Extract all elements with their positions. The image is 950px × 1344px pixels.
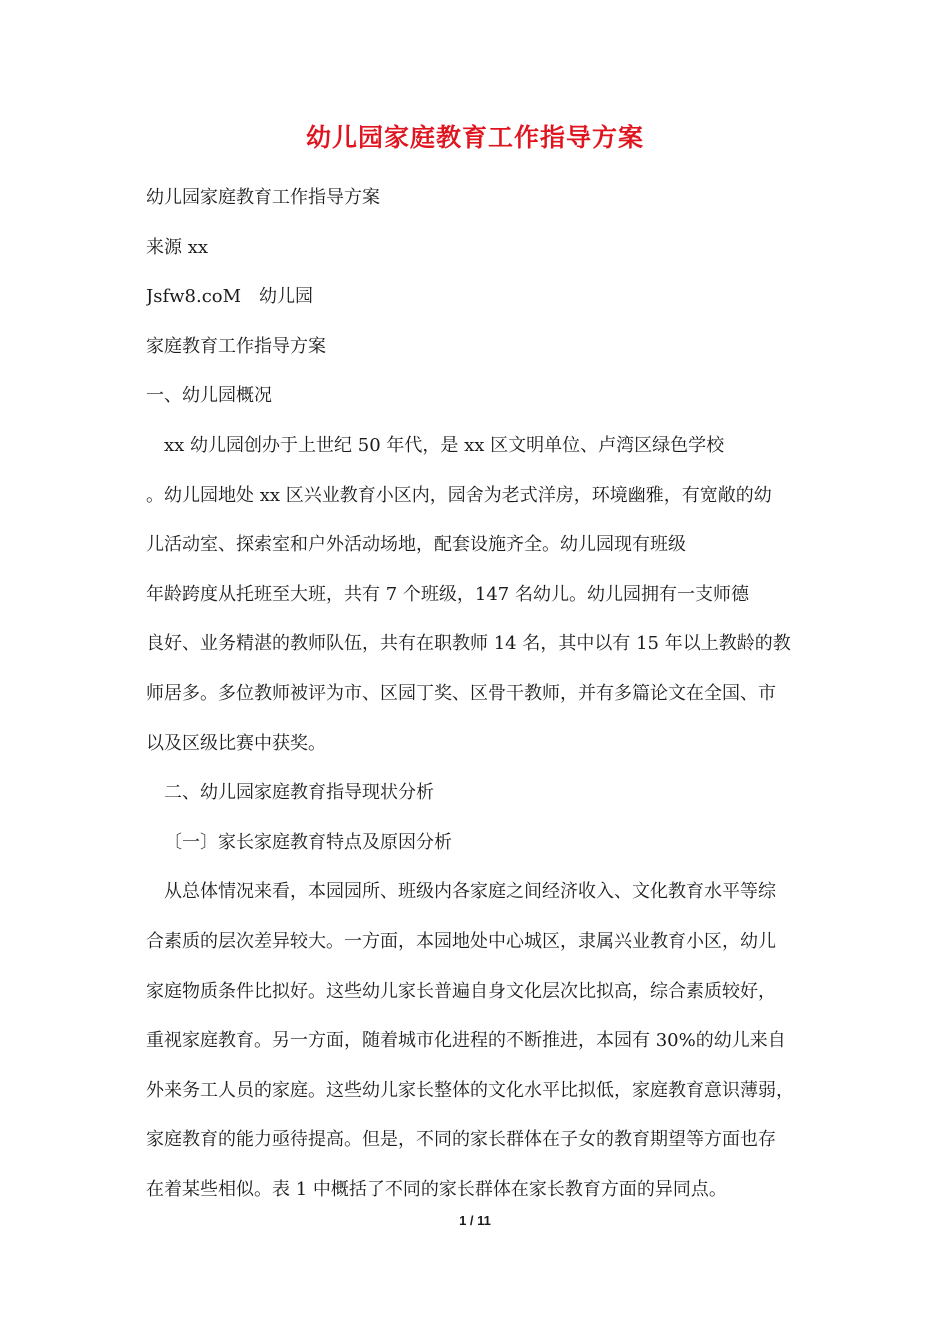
paragraph-line: 外来务工人员的家庭。这些幼儿家长整体的文化水平比拟低，家庭教育意识薄弱， [146,1079,794,1101]
paragraph-line: 重视家庭教育。另一方面，随着城市化进程的不断推进，本园有 30%的幼儿来自 [146,1030,786,1052]
paragraph-line: 家庭教育工作指导方案 [146,335,326,357]
page-number: 1 [459,1213,467,1228]
paragraph-line: 合素质的层次差异较大。一方面，本园地处中心城区，隶属兴业教育小区，幼儿 [146,930,776,952]
paragraph-line: xx 幼儿园创办于上世纪 50 年代，是 xx 区文明单位、卢湾区绿色学校 [164,434,725,456]
section-heading: 一、幼儿园概况 [146,385,272,407]
subsection-heading: 〔一〕家长家庭教育特点及原因分析 [164,831,452,853]
paragraph-line: 师居多。多位教师被评为市、区园丁奖、区骨干教师，并有多篇论文在全国、市 [146,682,776,704]
paragraph-line: 以及区级比赛中获奖。 [146,732,326,754]
paragraph-line: 从总体情况来看，本园园所、班级内各家庭之间经济收入、文化教育水平等综 [164,881,776,903]
paragraph-line: 幼儿园家庭教育工作指导方案 [146,187,380,208]
section-heading: 二、幼儿园家庭教育指导现状分析 [164,782,434,804]
page-total: 11 [477,1213,491,1228]
page-separator: / [469,1213,474,1228]
paragraph-line: 家庭教育的能力亟待提高。但是，不同的家长群体在子女的教育期望等方面也存 [146,1129,776,1151]
paragraph-line: 来源 xx [146,236,209,258]
document-title: 幼儿园家庭教育工作指导方案 [305,123,644,152]
paragraph-line: Jsfw8.coM 幼儿园 [146,286,314,308]
paragraph-line: 。幼儿园地处 xx 区兴业教育小区内，园舍为老式洋房，环境幽雅，有宽敞的幼 [146,484,772,506]
paragraph-line: 家庭物质条件比拟好。这些幼儿家长普遍自身文化层次比拟高，综合素质较好， [146,980,776,1002]
document-body [146,176,818,1217]
paragraph-line: 儿活动室、探索室和户外活动场地，配套设施齐全。幼儿园现有班级 [146,534,686,556]
page-footer [0,1213,950,1228]
paragraph-line: 在着某些相似。表 1 中概括了不同的家长群体在家长教育方面的异同点。 [146,1178,727,1200]
paragraph-line: 年龄跨度从托班至大班，共有 7 个班级，147 名幼儿。幼儿园拥有一支师德 [146,583,749,605]
paragraph-line: 良好、业务精湛的教师队伍，共有在职教师 14 名，其中以有 15 年以上教龄的教 [146,633,791,655]
